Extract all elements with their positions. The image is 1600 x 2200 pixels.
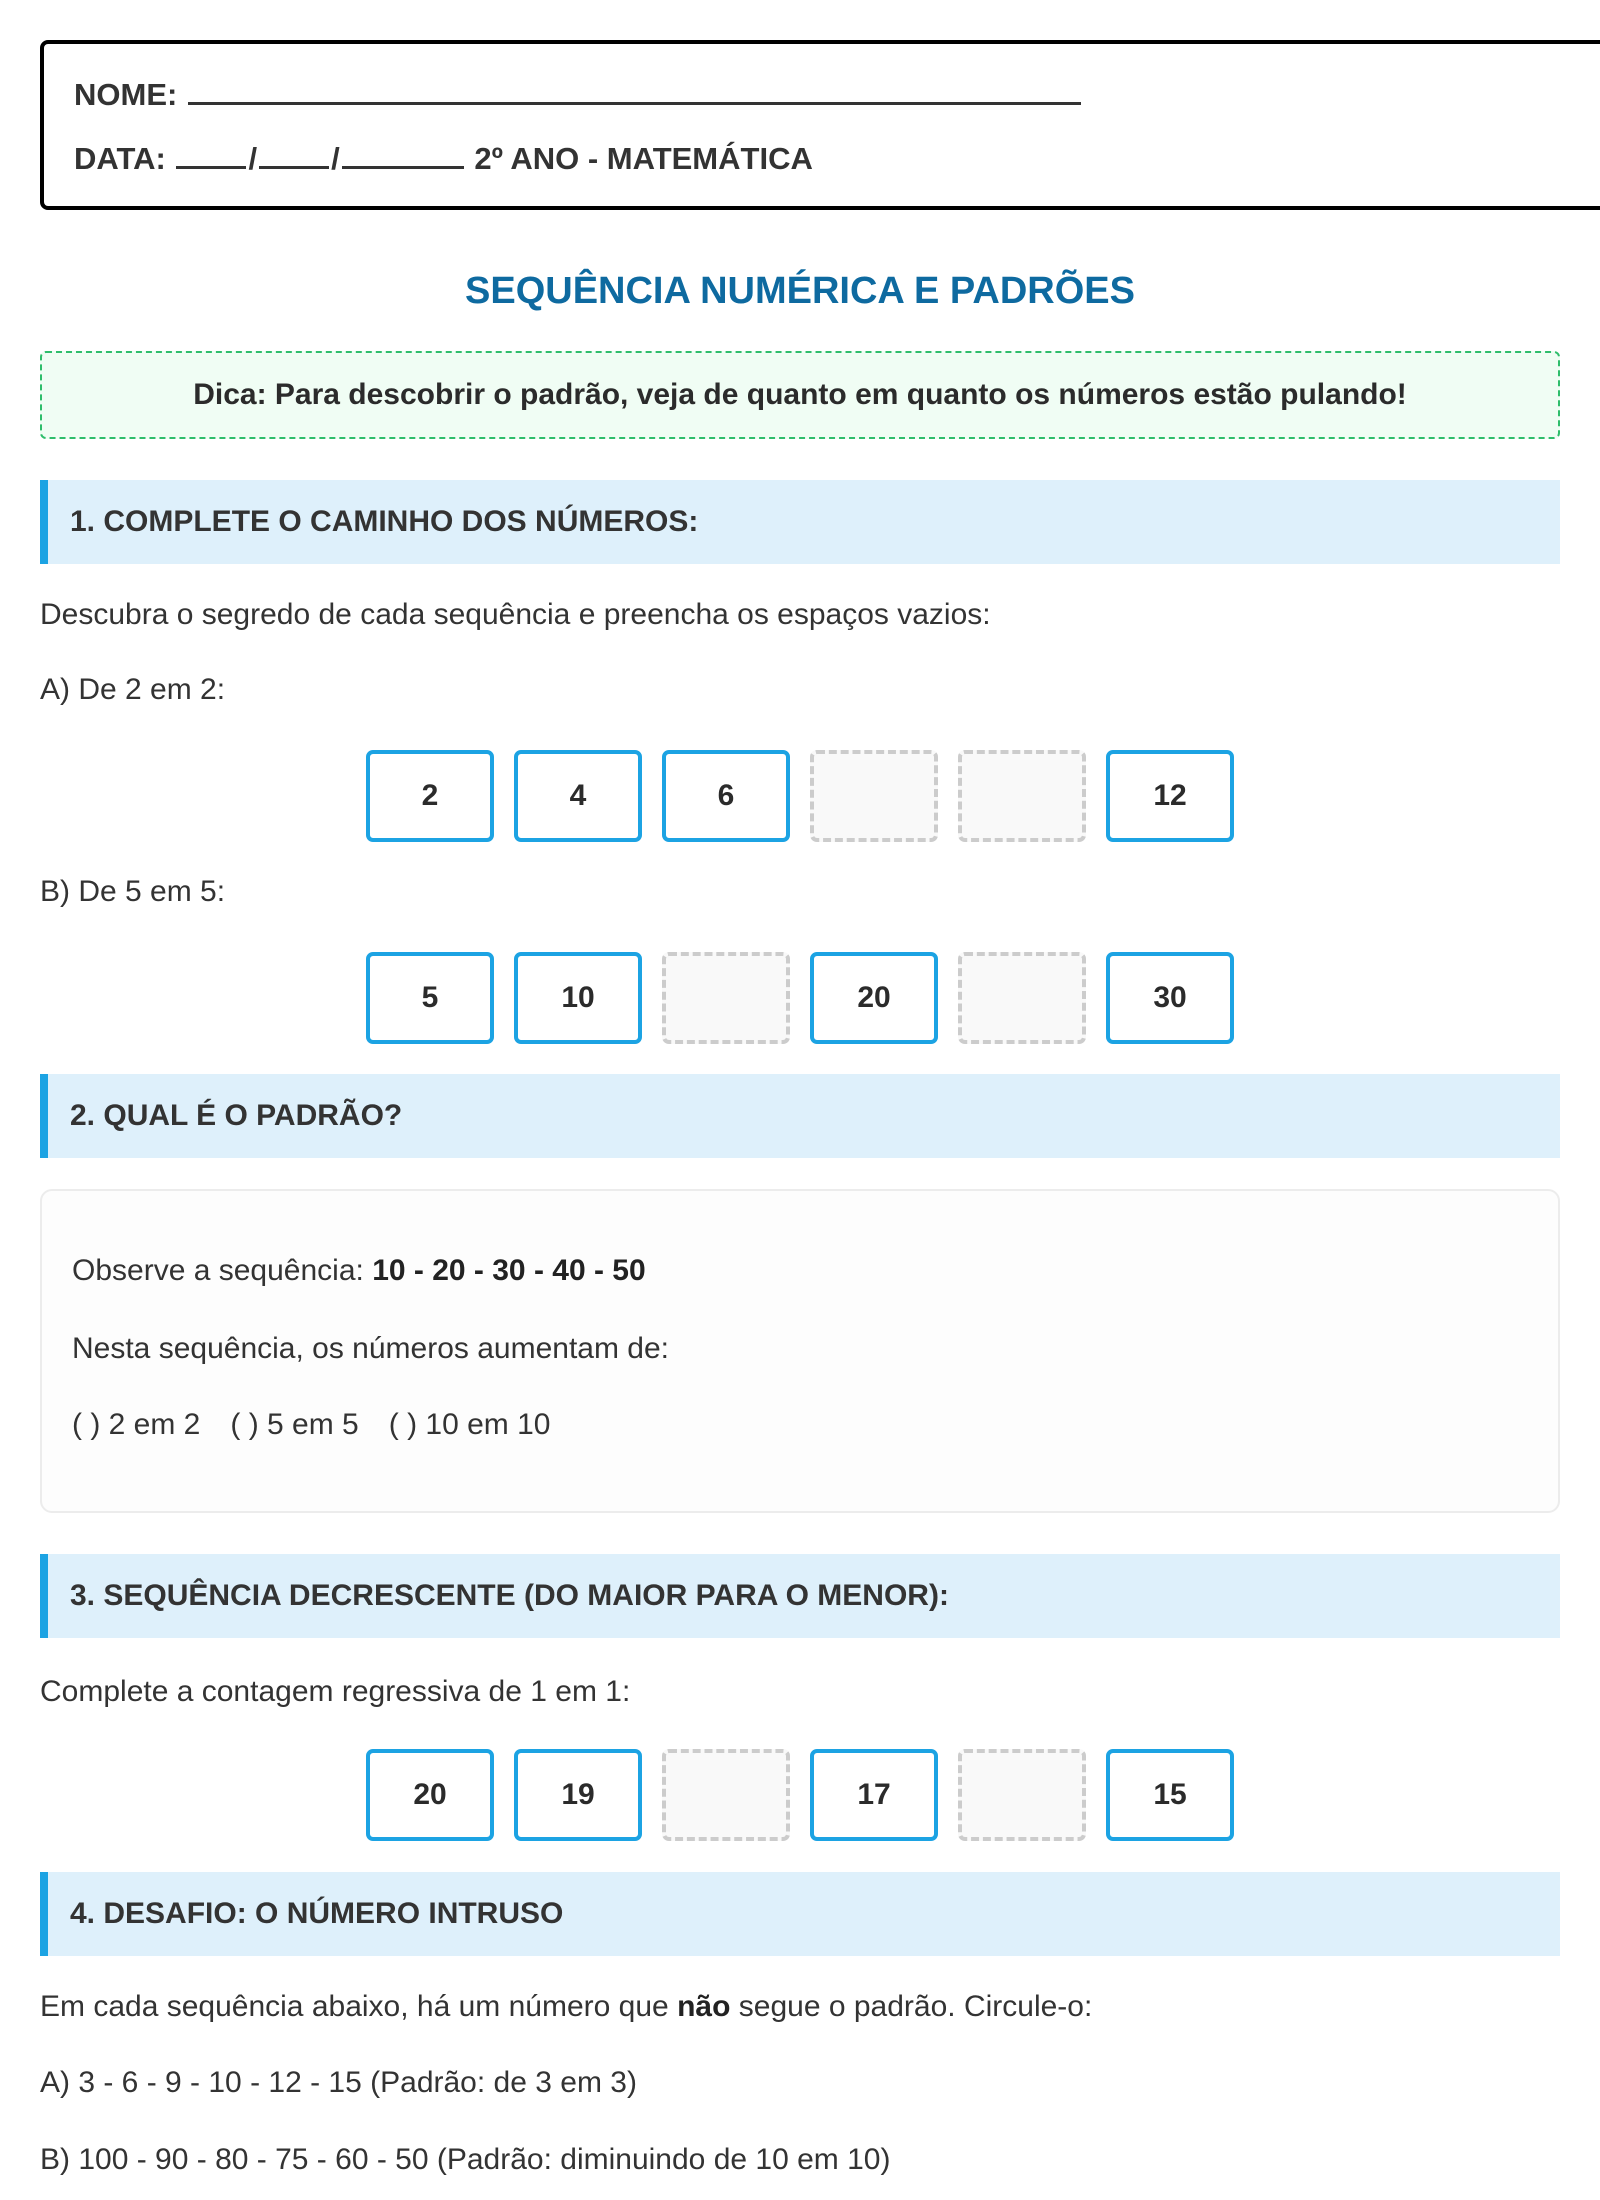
section-2-heading-text: 2. QUAL É O PADRÃO? [70,1099,403,1132]
grade-subject: 2º ANO - MATEMÁTICA [474,141,813,176]
section-1-b-label: B) De 5 em 5: [40,875,226,908]
number-box: 5 [366,952,494,1044]
sequence-row-b [366,952,1234,1044]
name-blank[interactable] [188,76,1081,105]
date-day-blank[interactable] [176,140,246,169]
instruction-after: segue o padrão. Circule-o: [738,1990,1093,2023]
section-4-heading-text: 4. DESAFIO: O NÚMERO INTRUSO [70,1897,564,1930]
section-3-instruction: Complete a contagem regressiva de 1 em 1: [40,1675,631,1708]
section-1-heading-text: 1. COMPLETE O CAMINHO DOS NÚMEROS: [70,505,699,538]
name-line [74,76,1083,113]
student-info-box [40,40,1600,210]
number-box: 20 [810,952,938,1044]
empty-answer-box[interactable] [662,1749,790,1841]
section-4-instruction [40,1990,1092,2024]
section-1-heading [40,480,1560,564]
instruction-before: Em cada sequência abaixo, há um número que [40,1990,669,2023]
number-box: 19 [514,1749,642,1841]
section-1-a-label: A) De 2 em 2: [40,673,226,706]
section-4-heading [40,1872,1560,1956]
tip-text: Dica: Para descobrir o padrão, veja de quanto em quanto os números estão pulando! [193,378,1407,411]
intruder-item-a: A) 3 - 6 - 9 - 10 - 12 - 15 (Padrão: de 3 em 3) [40,2066,637,2099]
option-2-em-2[interactable]: ( ) 2 em 2 [72,1408,201,1441]
number-box: 6 [662,750,790,842]
date-separator: / [331,141,340,176]
observe-prefix: Observe a sequência: [72,1254,364,1287]
section-1-instruction: Descubra o segredo de cada sequência e preencha os espaços vazios: [40,598,991,631]
empty-answer-box[interactable] [662,952,790,1044]
pattern-question: Nesta sequência, os números aumentam de: [72,1332,669,1365]
number-box: 17 [810,1749,938,1841]
section-2-heading [40,1074,1560,1158]
date-separator: / [248,141,258,176]
sequence-row-a [366,750,1234,842]
date-month-blank[interactable] [259,140,329,169]
date-year-blank[interactable] [342,140,464,169]
empty-answer-box[interactable] [958,1749,1086,1841]
observe-line [72,1254,646,1288]
pattern-question-card [40,1189,1560,1513]
option-5-em-5[interactable]: ( ) 5 em 5 [230,1408,359,1441]
number-box: 15 [1106,1749,1234,1841]
number-box: 20 [366,1749,494,1841]
empty-answer-box[interactable] [810,750,938,842]
date-label: DATA: [74,141,166,176]
pattern-options [72,1408,580,1442]
section-3-heading [40,1554,1560,1638]
number-box: 12 [1106,750,1234,842]
observe-sequence: 10 - 20 - 30 - 40 - 50 [372,1254,646,1287]
number-box: 10 [514,952,642,1044]
sequence-row-decreasing [366,1749,1234,1841]
section-3-heading-text: 3. SEQUÊNCIA DECRESCENTE (DO MAIOR PARA O MENOR): [70,1579,949,1612]
empty-answer-box[interactable] [958,750,1086,842]
intruder-item-b: B) 100 - 90 - 80 - 75 - 60 - 50 (Padrão: diminuindo de 10 em 10) [40,2143,891,2176]
name-label: NOME: [74,77,178,112]
option-10-em-10[interactable]: ( ) 10 em 10 [388,1408,551,1441]
number-box: 4 [514,750,642,842]
instruction-bold: não [677,1990,731,2023]
empty-answer-box[interactable] [958,952,1086,1044]
tip-box [40,351,1560,439]
number-box: 30 [1106,952,1234,1044]
date-line [74,140,813,177]
page-title: SEQUÊNCIA NUMÉRICA E PADRÕES [465,270,1135,312]
number-box: 2 [366,750,494,842]
